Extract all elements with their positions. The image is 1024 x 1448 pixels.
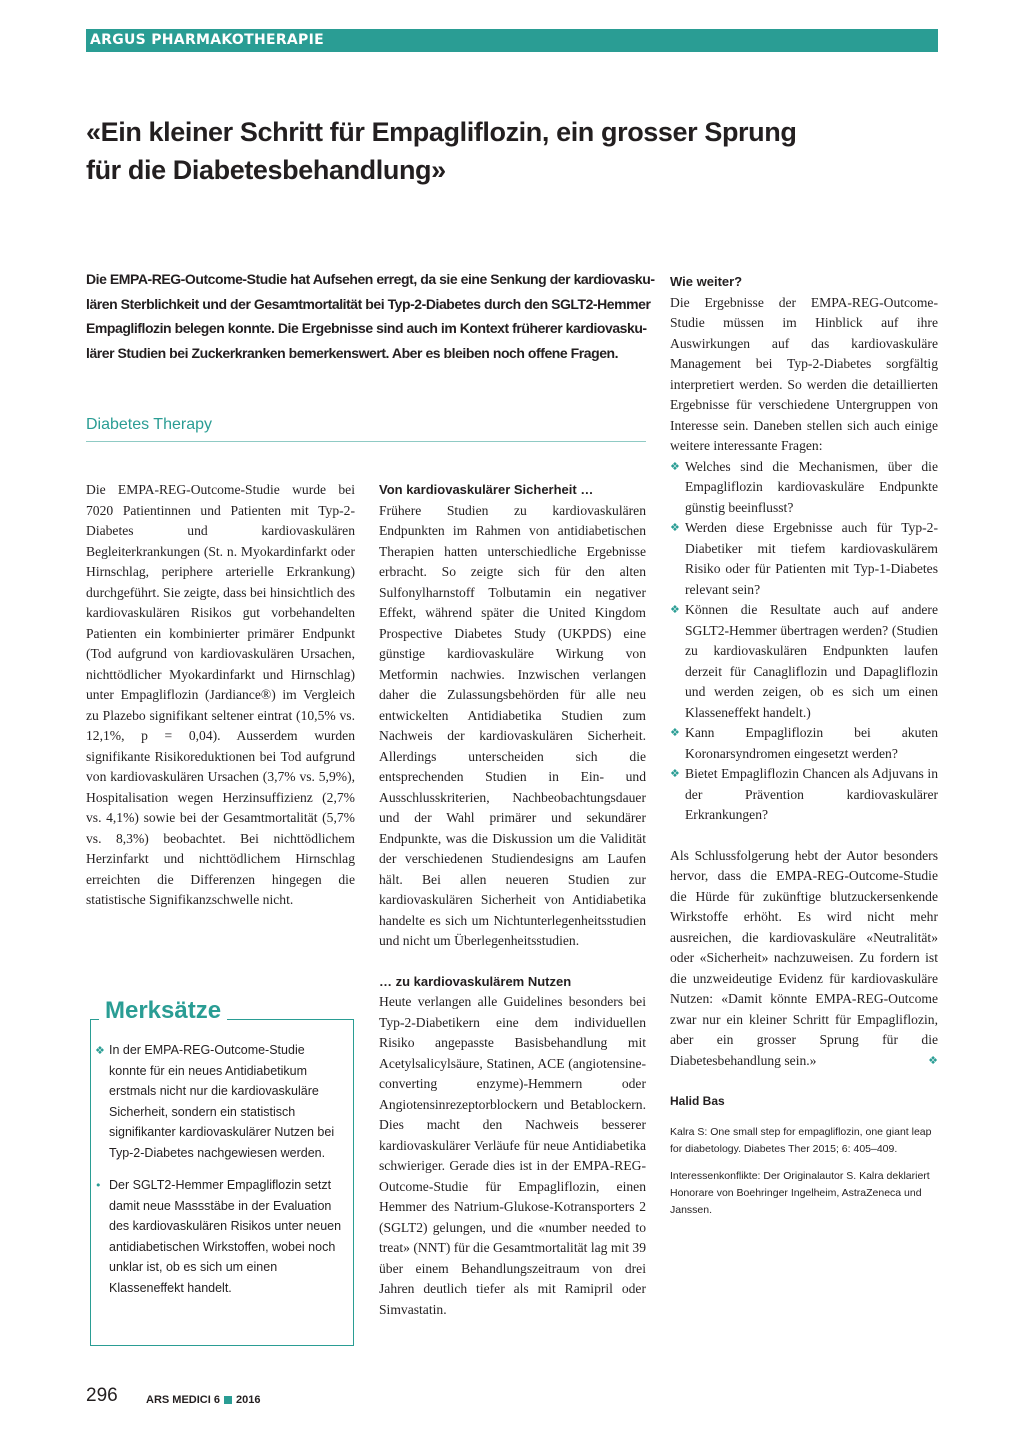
section-heading: Wie weiter? xyxy=(670,274,743,289)
rubric-label: Diabetes Therapy xyxy=(86,416,212,433)
section-heading: … zu kardiovaskulärem Nutzen xyxy=(379,973,572,989)
column-1 xyxy=(86,480,355,911)
end-mark-icon: ❖ xyxy=(928,1053,938,1067)
body-paragraph: Frühere Studien zu kardiovaskulären Endpunkten im Rahmen von antidiabetischen Therapien hatten unterschiedliche Ergebnisse erbracht. So zeigte sich für den alten Sulfonylharnstoff Tolbutamin ein negativer Effekt, während später die United Kingdom Prospective Diabetes Study (UKPDS) eine günstige kardiovaskuläre Wirkung von Metformin nachwies. Inzwischen verlangen daher die Zulassungsbehörden für alle neu entwickelten Antidiabetika Studien zum Nachweis der kardiovaskulären Sicherheit. Allerdings unterscheiden sich die entsprechenden Studien in Ein- und Ausschlusskriterien, Nachbeobachtungsdauer und der Wahl primärer und sekundärer Endpunkte, was die Diskussion um die Validität der verschiedenen Studiendesigns am Laufen hält. Bei allen neueren Studien zur kardiovaskulären Sicherheit von Antidiabetika handelte es sich um Nichtunterlegenheitsstudien und nicht um Überlegenheitsstudien. xyxy=(379,502,646,948)
question-item xyxy=(670,723,938,764)
question-text: Bietet Empagliflozin Chancen als Adjuvans in der Prävention kardiovaskulärer Erkrankungen? xyxy=(685,766,938,822)
question-text: Werden diese Ergebnisse auch für Typ-2-Diabetiker mit tiefem kardiovaskulärem Risiko oder für Patienten mit Typ-1-Diabetes relevant sein? xyxy=(685,520,938,597)
question-item xyxy=(670,600,938,723)
square-separator-icon xyxy=(224,1396,232,1404)
question-list xyxy=(670,457,938,826)
article-title xyxy=(86,113,846,189)
body-paragraph: Die EMPA-REG-Outcome-Studie wurde bei 7020 Patientinnen und Patienten mit Typ-2-Diabetes und kardiovaskulären Begleiterkrankungen (St. n. Myokardinfarkt oder Hirnschlag, peripherе arterielle Erkrankung) durchgeführt. Sie zeigte, dass bei hinsichtlich des kardiovaskulären Risikos gut vorbehandelten Patienten ein kombinierter primärer Endpunkt (Tod aufgrund von kardiovaskulären Ursachen, nichttödlicher Myokardinfarkt und Hirnschlag) unter Empagliflozin (Jardiance®) im Vergleich zu Plazebo signifikant seltener eintrat (10,5% vs. 12,1%, p = 0,04). Ausserdem wurden signifikante Risikoreduktionen bei Tod aufgrund von kardiovaskulären Ursachen (3,7% vs. 5,9%), Hospitalisation wegen Herzinsuffizienz (2,7% vs. 4,1%) sowie bei der Gesamtmortalität (5,7% vs. 8,3%) beobachtet. Bei nichttödlichem Herzinfarkt und nichttödlichem Hirnschlag erreichten die Differenzen hingegen die statistische Signifikanzschwelle nicht. xyxy=(86,482,355,907)
body-paragraph: Heute verlangen alle Guidelines besonders bei Typ-2-Diabetikern eine dem individuellen Risiko angepasste Basisbehandlung mit Acetylsalicylsäure, Statinen, ACE (angiotensine-converting enzyme)-Hemmern oder Angiotensinrezeptorblockern und Betablockern. Dies macht den Nachweis besserer kardiovaskulärer Verläufe für neue Antidiabetika schwieriger. Gerade dies ist in der EMPA-REG-Outcome-Studie für Empagliflozin, einen Hemmer des Natrium-Glukose-Kotransporters 2 (SGLT2) gelungen, und die «number needed to treat» (NNT) für die Gesamtmortalität lag mit 39 über einem Behandlungszeitraum von drei Jahren deutlich tiefer als mit Ramipril oder Simvastatin. xyxy=(379,994,646,1317)
diamond-bullet-icon: ❖ xyxy=(670,767,680,780)
diamond-bullet-icon: ❖ xyxy=(670,459,680,473)
journal-name: ARS MEDICI 6 xyxy=(146,1394,220,1406)
question-item xyxy=(670,518,938,600)
article-lead xyxy=(86,267,655,365)
lead-line: lärer Studien bei Zuckerkranken bemerkenswert. Aber es bleiben noch offene Fragen. xyxy=(86,344,619,361)
lead-line: Empagliflozin belegen konnte. Die Ergebnisse sind auch im Kontext früherer kardiovasku- xyxy=(86,320,647,336)
lead-line: Die EMPA-REG-Outcome-Studie hat Aufsehen erregt, da sie eine Senkung der kardiovasku- xyxy=(86,271,655,287)
column-2 xyxy=(379,480,646,1320)
column-3 xyxy=(670,272,938,1219)
diamond-bullet-icon: ❖ xyxy=(95,1044,105,1057)
diamond-bullet-icon: ❖ xyxy=(670,521,680,534)
title-line: «Ein kleiner Schritt für Empagliflozin, ein grosser Sprung xyxy=(86,117,797,147)
body-paragraph xyxy=(670,846,938,1072)
lead-line: lären Sterblichkeit und der Gesamtmortalität bei Typ-2-Diabetes durch den SGLT2-Hemmer xyxy=(86,295,651,312)
question-text: Welches sind die Mechanismen, über die Empagliflozin kardiovaskuläre Endpunkte günstig beeinflusst? xyxy=(685,458,938,515)
body-paragraph: Die Ergebnisse der EMPA-REG-Outcome-Studie müssen im Hinblick auf ihre Auswirkungen auf das kardiovaskuläre Management bei Typ-2-Diabetes sorgfältig interpretiert werden. So werden die detaillierten Ergebnisse für verschiedene Untergruppen von Interesse sein. Daneben stellen sich auch einige weitere interessante Fragen: xyxy=(670,294,938,453)
merksaetze-text: In der EMPA-REG-Outcome-Studie konnte für ein neues Antidiabetikum erstmals nicht nur die kardiovaskuläre Sicherheit, sondern ein statistisch signifikanter kardiovaskulärer Nutzen bei Typ-2-Diabetes nachgewiesen werden. xyxy=(109,1043,335,1160)
diamond-bullet-icon: ❖ xyxy=(670,603,680,616)
journal-year: 2016 xyxy=(235,1394,261,1406)
merksaetze-title: Merksätze xyxy=(99,996,227,1026)
merksaetze-item xyxy=(95,1040,345,1163)
merksaetze-item xyxy=(95,1175,345,1298)
question-text: Kann Empagliflozin bei akuten Koronarsyndromen eingesetzt werden? xyxy=(685,725,938,761)
page-number: 296 xyxy=(86,1385,118,1406)
question-item xyxy=(670,457,938,519)
merksaetze-text: Der SGLT2-Hemmer Empagliflozin setzt damit neue Massstäbe in der Evaluation des kardiovaskulären Risikos unter neuen antidiabetischen Wirkstoffen, wobei noch unklar ist, ob es sich um einen Klasseneffekt handelt. xyxy=(109,1178,342,1295)
section-heading: Von kardiovaskulärer Sicherheit … xyxy=(379,482,594,497)
question-item xyxy=(670,764,938,826)
title-line: für die Diabetesbehandlung» xyxy=(86,155,446,185)
question-text: Können die Resultate auch auf andere SGLT2-Hemmer übertragen werden? (Studien zu kardiovaskulären Endpunkten laufen derzeit für Canagliflozin und Dapagliflozin und werden zeigen, ob es sich um einen Klasseneffekt handelt.) xyxy=(685,602,938,720)
author-name: Halid Bas xyxy=(670,1094,725,1108)
conclusion-text: Als Schlussfolgerung hebt der Autor besonders hervor, dass die EMPA-REG-Outcome-Studie die Hürde für zukünftige blutzuckersenkende Wirkstoffe erhöht. Es wird nicht mehr ausreichen, die kardiovaskuläre «Neutralität» oder «Sicherheit» nachzuweisen. Zu fordern ist die unzweideutige Evidenz für kardiovaskuläre Nutzen: «Damit könnte EMPA-REG-Outcome zwar nur ein kleiner Schritt für Empagliflozin, aber ein grosser Sprung für die Diabetesbehandlung sein.» xyxy=(670,847,938,1068)
diamond-bullet-icon: ❖ xyxy=(670,726,680,739)
journal-footer xyxy=(146,1394,260,1406)
rubric-divider xyxy=(86,441,646,442)
merksaetze-list xyxy=(95,1040,345,1310)
dot-bullet-icon: • xyxy=(95,1179,102,1192)
section-header-label: ARGUS PHARMAKOTHERAPIE xyxy=(90,32,324,48)
conflict-of-interest-note: Interessenkonflikte: Der Originalautor S. Kalra deklariert Honorare von Boehringer Ingelheim, AstraZeneca und Janssen. xyxy=(670,1169,930,1216)
reference-citation: Kalra S: One small step for empagliflozin, one giant leap for diabetology. Diabetes Ther 2015; 6: 405–409. xyxy=(670,1125,932,1155)
